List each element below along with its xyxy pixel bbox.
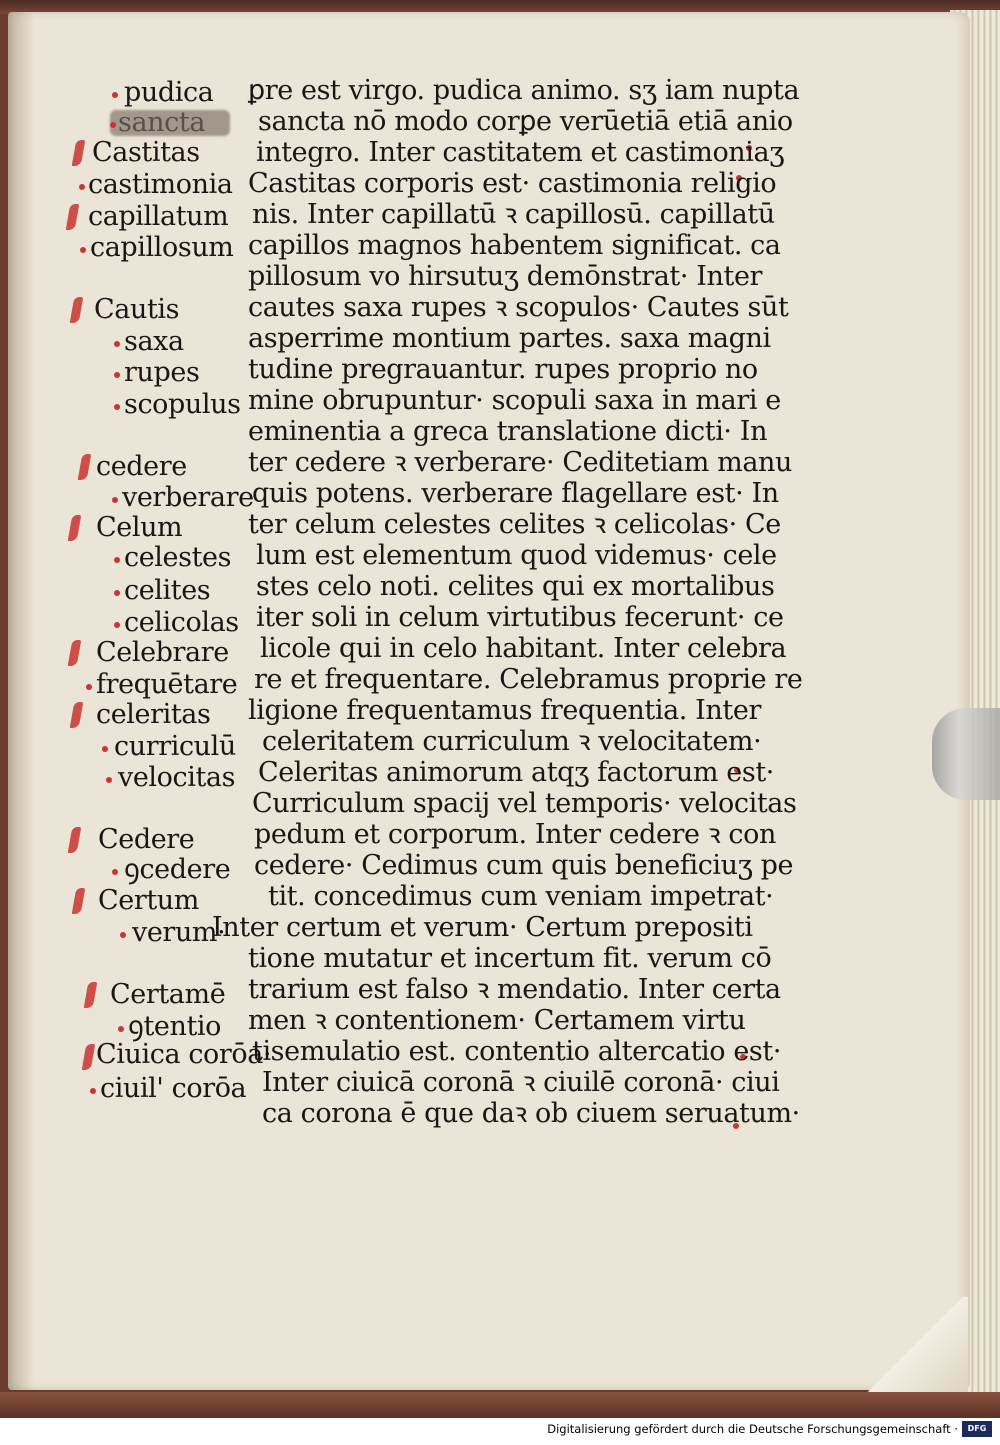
margin-term: rupes: [124, 357, 200, 388]
dfg-logo: DFG: [962, 1421, 992, 1437]
margin-term: Certamē: [110, 979, 226, 1010]
text-line: integro. Inter castitatem et castimoniaʒ: [256, 137, 785, 168]
page-gutter-shadow: [8, 12, 34, 1390]
margin-term: ciuil' corōa: [100, 1073, 247, 1104]
margin-term: velocitas: [118, 762, 236, 793]
rubric-dot: [112, 869, 118, 875]
margin-term: frequētare: [96, 669, 238, 700]
text-line: tione mutatur et incertum fit. verum cō: [248, 943, 772, 974]
rubric-dot: [118, 1026, 124, 1032]
text-line: tudine pregrauantur. rupes proprio no: [248, 354, 758, 385]
rubric-dot: [112, 92, 118, 98]
text-line: mine obrupuntur· scopuli saxa in mari e: [248, 385, 781, 416]
text-line: asperrime montium partes. saxa magni: [248, 323, 771, 354]
margin-term: verum·: [132, 917, 226, 948]
text-line: eminentia a greca translatione dicti· In: [248, 416, 768, 447]
page-tab-marker: [932, 708, 1000, 800]
text-line: men ꝛ contentionem· Certamem virtu: [248, 1005, 746, 1036]
margin-term: cedere: [96, 451, 187, 482]
text-line: Inter ciuicā coronā ꝛ ciuilē coronā· ciui: [262, 1067, 780, 1098]
folded-corner: [868, 1297, 968, 1392]
rubric-dot: [114, 590, 120, 596]
text-line: pedum et corporum. Inter cedere ꝛ con: [254, 819, 776, 850]
margin-term: castimonia: [88, 169, 233, 200]
margin-term: sancta: [118, 107, 206, 138]
funding-note: Digitalisierung gefördert durch die Deutsche Forschungsgemeinschaft ·: [547, 1422, 958, 1436]
text-line: ter celum celestes celites ꝛ celicolas· Ce: [248, 509, 781, 540]
rubric-dot: [110, 122, 116, 128]
margin-term: Celebrare: [96, 637, 229, 668]
margin-term: Castitas: [92, 137, 200, 168]
text-line: sancta nō modo corꝑe verūetiā etiā anio: [258, 106, 793, 137]
rubric-dot: [112, 497, 118, 503]
margin-term: celites: [124, 575, 211, 606]
digitization-footer: [0, 1418, 1000, 1445]
margin-term: Ciuica corōa·: [96, 1039, 272, 1070]
margin-term: capillosum: [90, 232, 234, 263]
rubric-dot: [120, 932, 126, 938]
margin-term: capillatum: [88, 201, 229, 232]
margin-term: celestes: [124, 542, 232, 573]
margin-term: scopulus: [124, 389, 241, 420]
text-line: Celeritas animorum atqʒ factorum est·: [258, 757, 774, 788]
rubric-dot: [86, 684, 92, 690]
margin-term: ꝯtentio: [128, 1011, 222, 1042]
text-line: ca corona ē que daꝛ ob ciuem seruatum·: [262, 1098, 800, 1129]
rubric-dot: [114, 404, 120, 410]
text-line: Inter certum et verum· Certum prepositi: [212, 912, 753, 943]
margin-term: Cautis: [94, 294, 180, 325]
margin-term: saxa: [124, 326, 184, 357]
text-line: re et frequentare. Celebramus proprie re: [254, 664, 803, 695]
rubric-dot: [80, 247, 86, 253]
book-cover-bottom: [0, 1392, 1000, 1418]
text-line: nis. Inter capillatū ꝛ capillosū. capillatū: [252, 199, 775, 230]
text-line: Castitas corporis est· castimonia religio: [248, 168, 777, 199]
text-line: iter soli in celum virtutibus fecerunt· ce: [256, 602, 784, 633]
text-line: cedere· Cedimus cum quis beneficiuʒ pe: [254, 850, 794, 881]
text-line: pillosum vo hirsutuʒ demōnstrat· Inter: [248, 261, 763, 292]
text-line: lum est elementum quod videmus· cele: [256, 540, 777, 571]
text-line: tit. concedimus cum veniam impetrat·: [268, 881, 774, 912]
rubric-dot: [114, 557, 120, 563]
margin-term: celeritas: [96, 699, 211, 730]
text-line: trarium est falso ꝛ mendatio. Inter certa: [248, 974, 781, 1005]
margin-term: Cedere: [98, 824, 195, 855]
text-line: ligione frequentamus frequentia. Inter: [248, 695, 761, 726]
text-line: capillos magnos habentem significat. ca: [248, 230, 781, 261]
margin-term: verberare: [122, 482, 254, 513]
text-line: tisemulatio est. contentio altercatio est·: [252, 1036, 782, 1067]
text-line: stes celo noti. celites qui ex mortalibus: [256, 571, 775, 602]
margin-term: pudica: [124, 77, 214, 108]
text-line: cautes saxa rupes ꝛ scopulos· Cautes sūt: [248, 292, 789, 323]
margin-term: Certum: [98, 885, 199, 916]
text-line: celeritatem curriculum ꝛ velocitatem·: [262, 726, 762, 757]
rubric-dot: [114, 341, 120, 347]
margin-term: celicolas: [124, 607, 239, 638]
rubric-dot: [79, 184, 85, 190]
rubric-dot: [90, 1088, 96, 1094]
text-line: quis potens. verberare flagellare est· In: [252, 478, 779, 509]
text-line: ꝑre est virgo. pudica animo. sʒ iam nupta: [248, 75, 800, 106]
rubric-dot: [114, 372, 120, 378]
rubric-dot: [102, 746, 108, 752]
margin-term: Celum: [96, 512, 183, 543]
margin-term: ꝯcedere: [124, 854, 231, 885]
rubric-dot: [106, 777, 112, 783]
text-line: Curriculum spacij vel temporis· velocitas: [252, 788, 797, 819]
rubric-dot: [114, 622, 120, 628]
margin-term: curriculū: [114, 731, 236, 762]
text-line: licole qui in celo habitant. Inter celebra: [260, 633, 787, 664]
text-line: ter cedere ꝛ verberare· Ceditetiam manu: [248, 447, 793, 478]
